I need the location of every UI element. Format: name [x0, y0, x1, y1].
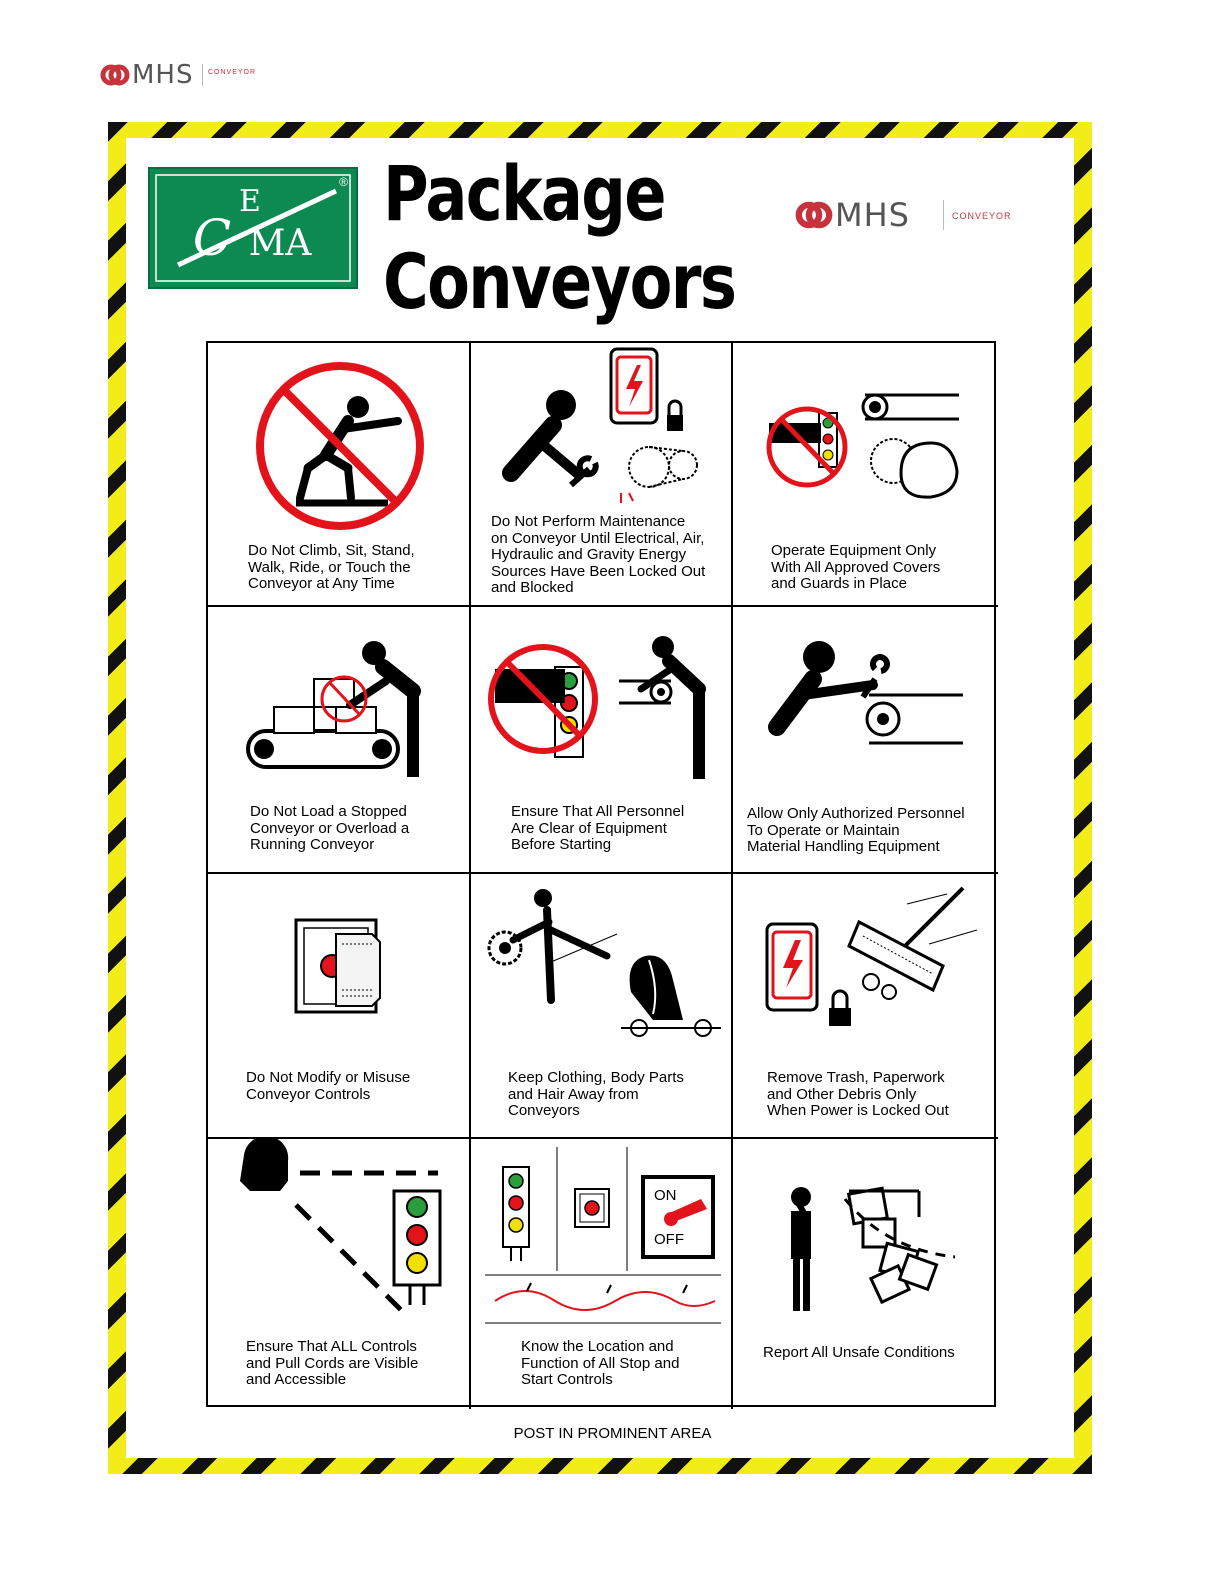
safety-rules-grid: [206, 341, 996, 1407]
panel-caption: Know the Location and Function of All Stop and Start Controls: [521, 1338, 680, 1388]
panel-debris-removal: [733, 874, 998, 1139]
panel-no-overload: [208, 607, 471, 874]
logo-divider: [943, 200, 944, 230]
title-line-1: Package: [383, 149, 665, 238]
panel-entanglement: [471, 874, 733, 1139]
mhs-link-icon: [795, 196, 833, 234]
brand-sub: CONVEYOR: [952, 211, 1012, 221]
mhs-logo-main: [795, 196, 1025, 236]
panel-lockout-maintenance: [471, 343, 733, 607]
panel-caption: Ensure That All Personnel Are Clear of Equipment Before Starting: [511, 803, 685, 853]
panel-report-unsafe: [733, 1139, 998, 1409]
panel-stop-start-controls: [471, 1139, 733, 1409]
panel-caption: Keep Clothing, Body Parts and Hair Away from Conveyors: [508, 1069, 684, 1119]
cema-emblem-icon: [150, 169, 356, 287]
panel-caption: Allow Only Authorized Personnel To Operate or Maintain Material Handling Equipment: [747, 805, 965, 855]
page-title: [383, 150, 735, 326]
panel-no-climbing: [208, 343, 471, 607]
panel-caption: Operate Equipment Only With All Approved Covers and Guards in Place: [771, 542, 941, 592]
svg-text:C: C: [192, 209, 232, 267]
panel-authorized-personnel: [733, 607, 998, 874]
report-unsafe-icon: [733, 1139, 996, 1407]
registered-mark: ®: [339, 175, 348, 189]
panel-visible-controls: [208, 1139, 471, 1409]
panel-caption: Report All Unsafe Conditions: [763, 1344, 955, 1361]
cema-logo: [148, 167, 358, 289]
switch-on-label: ON: [654, 1187, 677, 1204]
panel-control-box: [208, 874, 471, 1139]
panel-guards-in-place: [733, 343, 998, 607]
svg-text:E: E: [239, 184, 261, 219]
panel-caption: Do Not Load a Stopped Conveyor or Overload a Running Conveyor: [250, 803, 410, 853]
brand-name: MHS: [132, 60, 194, 90]
mhs-logo-top: [100, 58, 260, 94]
footer-notice: POST IN PROMINENT AREA: [513, 1425, 712, 1442]
panel-personnel-clear: [471, 607, 733, 874]
panel-caption: Do Not Perform Maintenance on Conveyor Until Electrical, Air, Hydraulic and Gravity Energy Sources Have Been Locked Out and Blocked: [491, 513, 706, 596]
panel-caption: Remove Trash, Paperwork and Other Debris Only When Power is Locked Out: [767, 1069, 949, 1119]
svg-text:MA: MA: [248, 223, 312, 264]
panel-caption: Do Not Modify or Misuse Conveyor Controls: [246, 1069, 411, 1103]
title-line-2: Conveyors: [383, 237, 736, 326]
switch-off-label: OFF: [654, 1231, 684, 1248]
brand-name: MHS: [835, 196, 910, 234]
brand-sub: CONVEYOR: [208, 69, 257, 76]
mhs-link-icon: [100, 60, 130, 90]
panel-caption: Ensure That ALL Controls and Pull Cords are Visible and Accessible: [246, 1338, 419, 1388]
logo-divider: [202, 64, 203, 86]
panel-caption: Do Not Climb, Sit, Stand, Walk, Ride, or Touch the Conveyor at Any Time: [248, 542, 415, 592]
